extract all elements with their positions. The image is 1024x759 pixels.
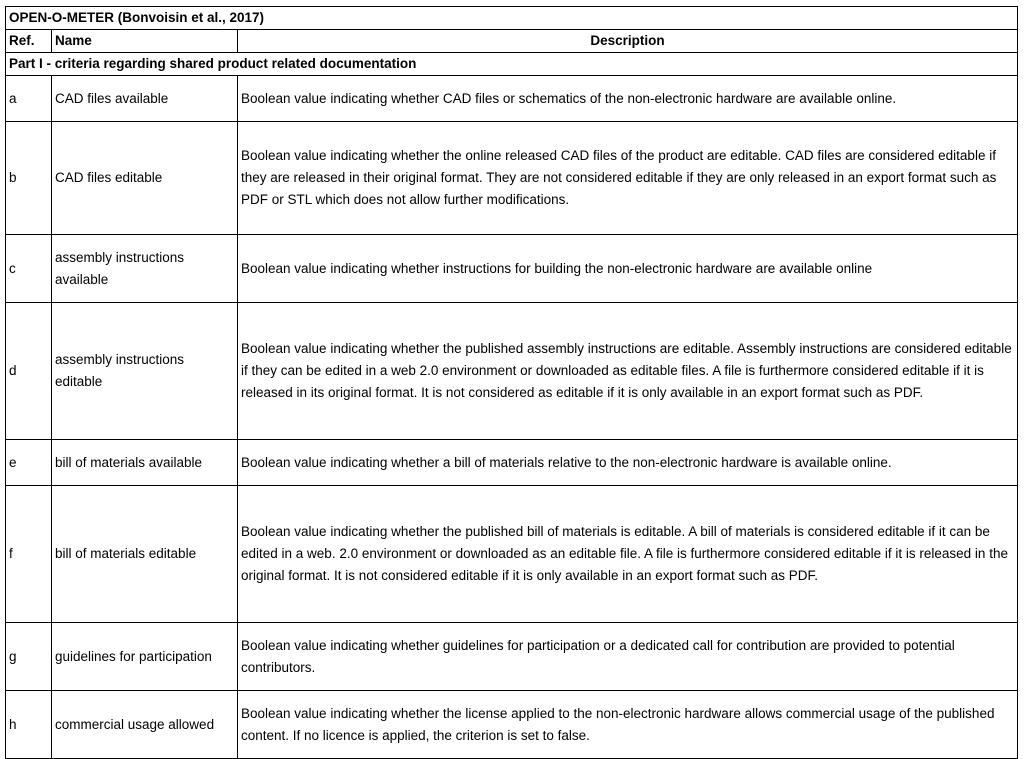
table-row xyxy=(6,486,1018,623)
table-row xyxy=(6,691,1018,759)
row-ref: a xyxy=(6,76,52,122)
row-ref: h xyxy=(6,691,52,759)
table-row xyxy=(6,623,1018,691)
row-ref: g xyxy=(6,623,52,691)
row-name: assembly instructions editable xyxy=(52,303,238,440)
row-name: bill of materials editable xyxy=(52,486,238,623)
row-ref: c xyxy=(6,235,52,303)
row-ref: f xyxy=(6,486,52,623)
table-row xyxy=(6,76,1018,122)
header-ref: Ref. xyxy=(6,30,52,53)
row-ref: d xyxy=(6,303,52,440)
row-ref: e xyxy=(6,440,52,486)
header-row xyxy=(6,30,1018,53)
section-title: Part I - criteria regarding shared product related documentation xyxy=(6,53,1018,76)
row-description: Boolean value indicating whether the published bill of materials is editable. A bill of materials is considered editable if it can be edited in a web. 2.0 environment or downloaded as an editable file. A file is furthermore considered editable if it is released in the original format. It is not considered editable if it is only available in an export format such as PDF. xyxy=(238,486,1018,623)
table-title: OPEN-O-METER (Bonvoisin et al., 2017) xyxy=(6,7,1018,30)
table-row xyxy=(6,440,1018,486)
row-name: guidelines for participation xyxy=(52,623,238,691)
row-description: Boolean value indicating whether instructions for building the non-electronic hardware are available online xyxy=(238,235,1018,303)
row-description: Boolean value indicating whether the online released CAD files of the product are editable. CAD files are considered editable if they are released in their original format. They are not considered editable if they are only released in an export format such as PDF or STL which does not allow further modifications. xyxy=(238,122,1018,235)
row-name: commercial usage allowed xyxy=(52,691,238,759)
table-row xyxy=(6,235,1018,303)
row-ref: b xyxy=(6,122,52,235)
table-row xyxy=(6,303,1018,440)
header-description: Description xyxy=(238,30,1018,53)
row-description: Boolean value indicating whether the published assembly instructions are editable. Assembly instructions are considered editable if they can be edited in a web 2.0 environment or downloaded as editable files. A file is furthermore considered editable if it is released in its original format. It is not considered as editable if it is only available in an export format such as PDF. xyxy=(238,303,1018,440)
row-name: bill of materials available xyxy=(52,440,238,486)
section-row xyxy=(6,53,1018,76)
criteria-table xyxy=(5,6,1018,759)
row-description: Boolean value indicating whether the license applied to the non-electronic hardware allows commercial usage of the published content. If no licence is applied, the criterion is set to false. xyxy=(238,691,1018,759)
row-name: CAD files editable xyxy=(52,122,238,235)
table-row xyxy=(6,122,1018,235)
row-description: Boolean value indicating whether CAD files or schematics of the non-electronic hardware are available online. xyxy=(238,76,1018,122)
row-name: assembly instructions available xyxy=(52,235,238,303)
header-name: Name xyxy=(52,30,238,53)
row-description: Boolean value indicating whether a bill of materials relative to the non-electronic hardware is available online. xyxy=(238,440,1018,486)
row-description: Boolean value indicating whether guidelines for participation or a dedicated call for contribution are provided to potential contributors. xyxy=(238,623,1018,691)
table-title-row xyxy=(6,7,1018,30)
row-name: CAD files available xyxy=(52,76,238,122)
